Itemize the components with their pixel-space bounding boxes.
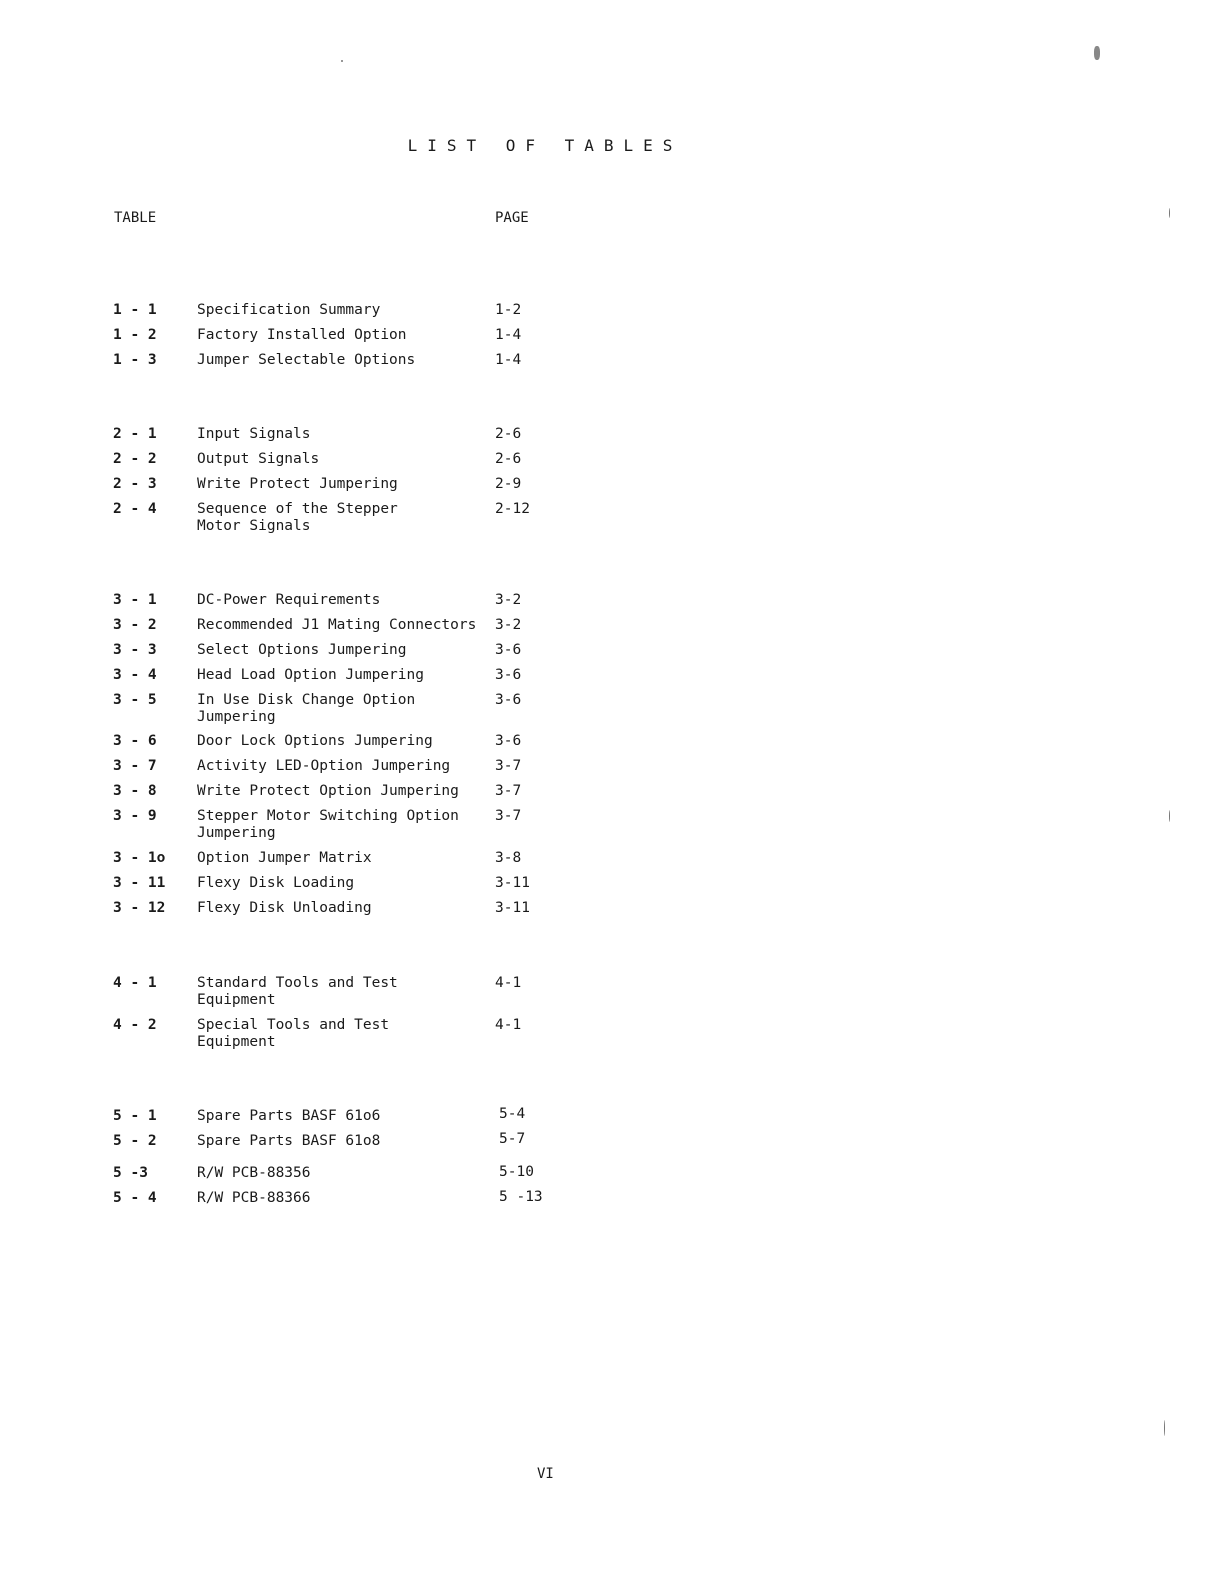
table-number: 2 - 2 [113, 451, 157, 467]
table-number: 1 - 2 [113, 327, 157, 343]
table-title: DC-Power Requirements [197, 592, 381, 608]
table-title: Door Lock Options Jumpering [197, 733, 433, 749]
page-number: 1-2 [495, 302, 522, 318]
table-title: Recommended J1 Mating Connectors [197, 617, 477, 633]
page-number: 2-6 [495, 451, 522, 467]
table-number: 1 - 1 [113, 302, 157, 318]
table-number: 4 - 1 [113, 975, 157, 991]
table-number: 2 - 3 [113, 476, 157, 492]
folio-page-number: VI [537, 1466, 554, 1482]
table-title: Special Tools and Test Equipment [197, 1017, 390, 1050]
table-column-header: TABLE [114, 210, 157, 226]
page-column-header: PAGE [495, 210, 529, 226]
table-number: 3 - 12 [113, 900, 166, 916]
scan-speck [1169, 810, 1170, 822]
table-number: 3 - 1 [113, 592, 157, 608]
scan-speck [1094, 46, 1100, 60]
table-number: 3 - 8 [113, 783, 157, 799]
table-title: Write Protect Option Jumpering [197, 783, 459, 799]
page-number: 2-9 [495, 476, 522, 492]
table-title: R/W PCB-88356 [197, 1165, 311, 1181]
page-number: 5-7 [499, 1131, 526, 1147]
table-title: Jumper Selectable Options [197, 352, 416, 368]
page-number: 3-7 [495, 808, 522, 824]
table-number: 3 - 9 [113, 808, 157, 824]
table-title: Output Signals [197, 451, 320, 467]
page-number: 3-7 [495, 783, 522, 799]
table-title: Spare Parts BASF 61o8 [197, 1133, 381, 1149]
page-number: 2-6 [495, 426, 522, 442]
table-number: 5 - 1 [113, 1108, 157, 1124]
table-title: Spare Parts BASF 61o6 [197, 1108, 381, 1124]
table-number: 3 - 7 [113, 758, 157, 774]
scan-speck [1164, 1420, 1165, 1436]
table-title: Stepper Motor Switching Option Jumpering [197, 808, 459, 841]
table-title: Flexy Disk Loading [197, 875, 355, 891]
table-title: Sequence of the Stepper Motor Signals [197, 501, 398, 534]
table-number: 2 - 1 [113, 426, 157, 442]
table-title: Input Signals [197, 426, 311, 442]
table-number: 3 - 11 [113, 875, 166, 891]
table-title: R/W PCB-88366 [197, 1190, 311, 1206]
page-number: 5-4 [499, 1106, 526, 1122]
table-number: 3 - 5 [113, 692, 157, 708]
table-title: Select Options Jumpering [197, 642, 407, 658]
page-number: 3-6 [495, 692, 522, 708]
page-number: 3-6 [495, 667, 522, 683]
table-number: 5 -3 [113, 1165, 148, 1181]
table-title: Factory Installed Option [197, 327, 407, 343]
page-number: 4-1 [495, 1017, 522, 1033]
table-number: 5 - 4 [113, 1190, 157, 1206]
table-number: 4 - 2 [113, 1017, 157, 1033]
table-title: Option Jumper Matrix [197, 850, 372, 866]
table-title: Write Protect Jumpering [197, 476, 398, 492]
page-number: 5 -13 [499, 1189, 543, 1205]
table-number: 3 - 2 [113, 617, 157, 633]
table-number: 3 - 3 [113, 642, 157, 658]
page-number: 1-4 [495, 327, 522, 343]
page-number: 3-7 [495, 758, 522, 774]
table-title: Activity LED-Option Jumpering [197, 758, 451, 774]
table-title: Flexy Disk Unloading [197, 900, 372, 916]
table-number: 2 - 4 [113, 501, 157, 517]
table-number: 5 - 2 [113, 1133, 157, 1149]
page-title: LIST OF TABLES [407, 136, 683, 155]
page-number: 3-8 [495, 850, 522, 866]
page-number: 3-11 [495, 875, 530, 891]
table-number: 3 - 4 [113, 667, 157, 683]
scan-speck [341, 60, 343, 62]
table-title: Standard Tools and Test Equipment [197, 975, 398, 1008]
page-number: 5-10 [499, 1164, 534, 1180]
page-number: 4-1 [495, 975, 522, 991]
page-number: 3-2 [495, 617, 522, 633]
table-title: Specification Summary [197, 302, 381, 318]
table-number: 3 - 1o [113, 850, 166, 866]
scan-speck [1169, 208, 1170, 218]
table-title: In Use Disk Change Option Jumpering [197, 692, 416, 725]
page-number: 3-6 [495, 733, 522, 749]
table-number: 3 - 6 [113, 733, 157, 749]
page-number: 2-12 [495, 501, 530, 517]
page-number: 3-6 [495, 642, 522, 658]
page-number: 3-11 [495, 900, 530, 916]
table-title: Head Load Option Jumpering [197, 667, 424, 683]
page-number: 3-2 [495, 592, 522, 608]
page-number: 1-4 [495, 352, 522, 368]
table-number: 1 - 3 [113, 352, 157, 368]
